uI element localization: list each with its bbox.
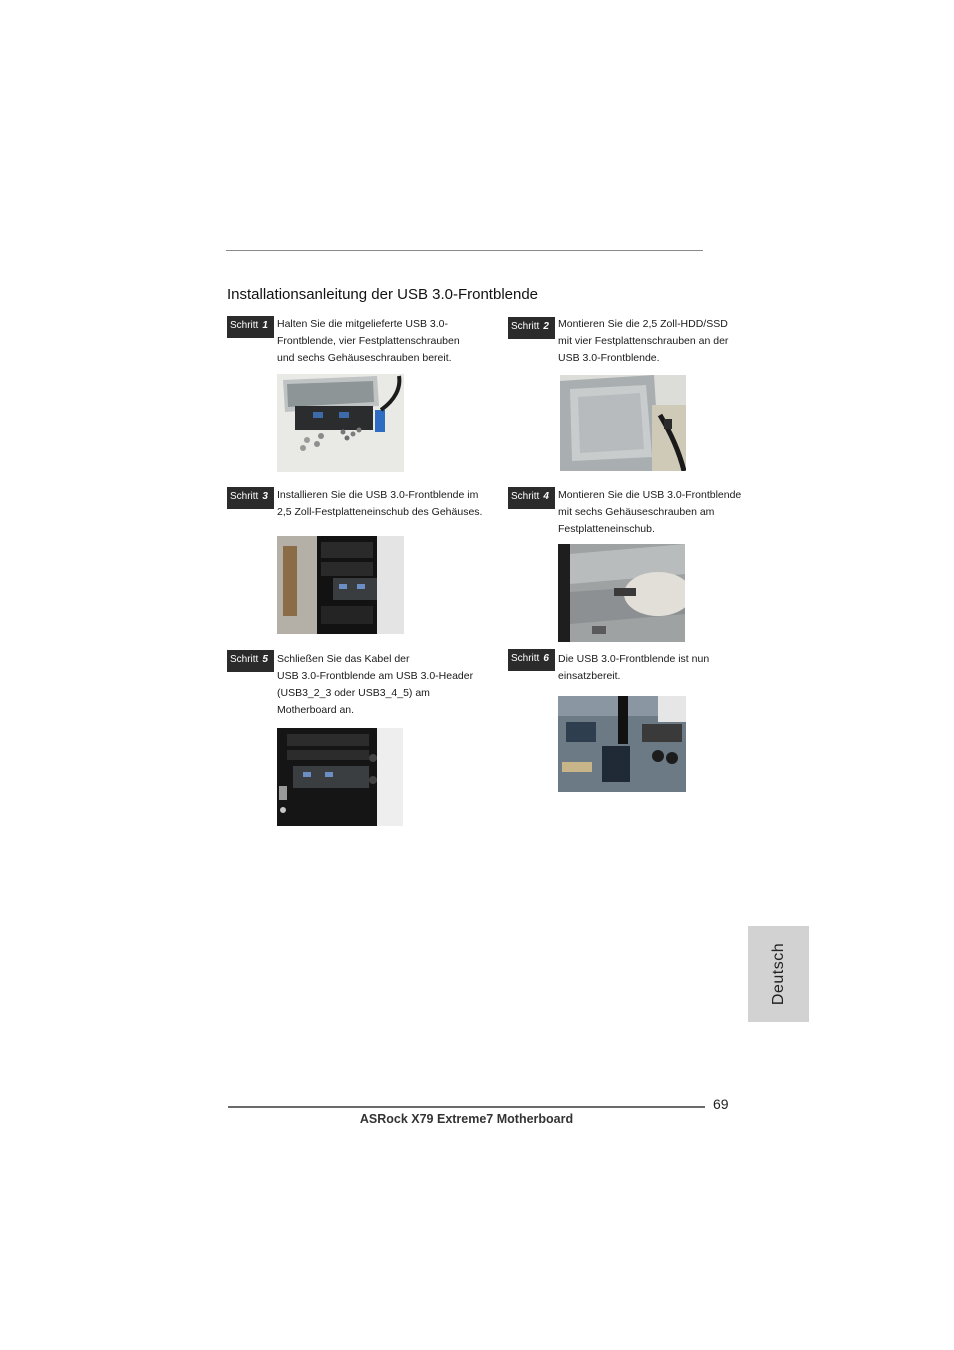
step-badge-label: Schritt <box>511 653 540 664</box>
step-badge-number: 4 <box>543 491 549 502</box>
step-1-text <box>277 316 460 367</box>
step-line: Schließen Sie das Kabel der <box>277 653 410 665</box>
step-5-photo <box>277 728 403 826</box>
step-line: (USB3_2_3 oder USB3_4_5) am <box>277 687 430 699</box>
step-line: USB 3.0-Frontblende am USB 3.0-Header <box>277 670 474 682</box>
step-2-text <box>558 316 728 367</box>
step-4-text <box>558 487 741 538</box>
step-badge-label: Schritt <box>511 321 540 332</box>
step-line: Motherboard an. <box>277 704 355 716</box>
step-5-badge <box>227 650 274 672</box>
step-1-photo <box>277 374 404 472</box>
step-3-photo <box>277 536 404 634</box>
step-badge-label: Schritt <box>230 654 259 665</box>
step-2-badge <box>508 317 555 339</box>
step-line: Halten Sie die mitgelieferte USB 3.0- <box>277 318 448 330</box>
step-3-text <box>277 487 482 521</box>
step-line: Montieren Sie die 2,5 Zoll-HDD/SSD <box>558 318 728 330</box>
step-badge-label: Schritt <box>230 491 259 502</box>
step-line: USB 3.0-Frontblende. <box>558 352 660 364</box>
step-line: 2,5 Zoll-Festplatteneinschub des Gehäuses. <box>277 506 483 518</box>
step-badge-number: 2 <box>543 321 549 332</box>
step-3-badge <box>227 487 274 509</box>
step-badge-label: Schritt <box>230 320 259 331</box>
step-line: Installieren Sie die USB 3.0-Frontblende im <box>277 489 479 501</box>
step-line: mit vier Festplattenschrauben an der <box>558 335 729 347</box>
step-6-badge <box>508 649 555 671</box>
language-tab <box>748 926 809 1022</box>
step-4-badge <box>508 487 555 509</box>
step-4-photo <box>558 544 685 642</box>
step-badge-label: Schritt <box>511 491 540 502</box>
step-badge-number: 6 <box>543 653 549 664</box>
step-line: einsatzbereit. <box>558 670 621 682</box>
step-line: Festplatteneinschub. <box>558 523 655 535</box>
section-title: Installationsanleitung der USB 3.0-Frontblende <box>227 286 539 303</box>
step-1-badge <box>227 316 274 338</box>
bottom-rule <box>228 1106 705 1108</box>
step-line: mit sechs Gehäuseschrauben am <box>558 506 715 518</box>
step-badge-number: 5 <box>262 654 268 665</box>
step-6-photo <box>558 696 686 792</box>
page-number: 69 <box>713 1096 729 1112</box>
step-line: Die USB 3.0-Frontblende ist nun <box>558 653 710 665</box>
step-line: und sechs Gehäuseschrauben bereit. <box>277 352 452 364</box>
step-5-text <box>277 651 473 719</box>
step-2-photo <box>560 375 686 471</box>
footer-text: ASRock X79 Extreme7 Motherboard <box>359 1112 574 1126</box>
top-rule <box>226 250 703 251</box>
step-6-text <box>558 651 709 685</box>
step-line: Frontblende, vier Festplattenschrauben <box>277 335 460 347</box>
step-badge-number: 1 <box>262 320 268 331</box>
step-line: Montieren Sie die USB 3.0-Frontblende <box>558 489 742 501</box>
step-badge-number: 3 <box>262 491 268 502</box>
language-tab-label: Deutsch <box>769 942 787 1006</box>
